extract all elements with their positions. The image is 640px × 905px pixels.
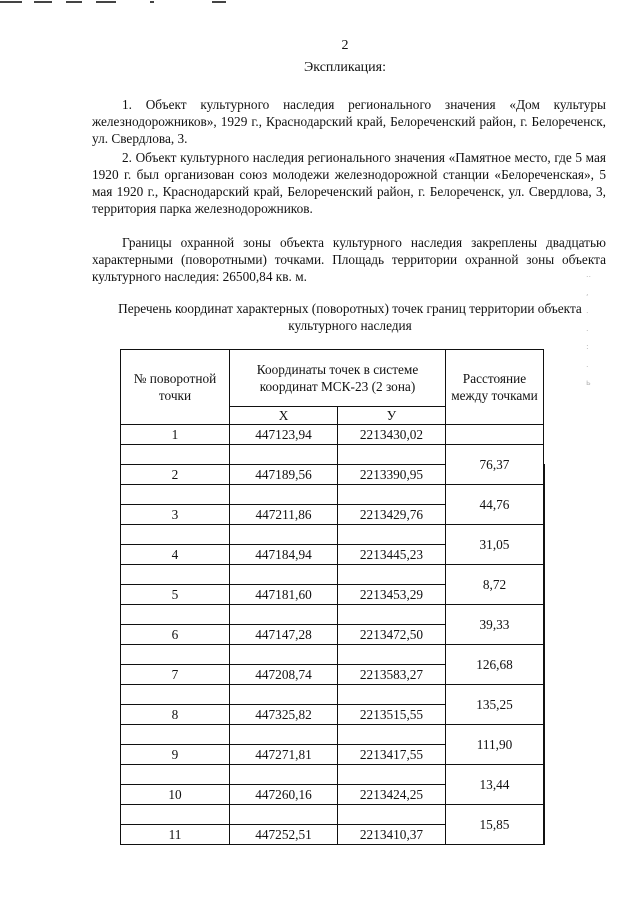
point-y: 2213430,02	[338, 425, 446, 445]
distance-blank	[544, 745, 545, 785]
point-x: 447189,56	[230, 465, 338, 485]
point-x-blank	[230, 685, 338, 705]
distance-blank	[544, 785, 545, 825]
distance-value: 13,44	[446, 765, 544, 805]
point-x-blank	[230, 525, 338, 545]
point-y: 2213390,95	[338, 465, 446, 485]
point-x: 447208,74	[230, 665, 338, 685]
distance-row	[121, 485, 545, 505]
point-x: 447181,60	[230, 585, 338, 605]
distance-blank	[544, 465, 545, 505]
point-number-blank	[121, 685, 230, 705]
point-y-blank	[338, 525, 446, 545]
scan-edge-marks	[0, 0, 640, 6]
point-x: 447271,81	[230, 745, 338, 765]
point-y: 2213453,29	[338, 585, 446, 605]
distance-value: 126,68	[446, 645, 544, 685]
point-number: 3	[121, 505, 230, 525]
distance-blank	[544, 625, 545, 665]
coordinates-table-body	[121, 425, 545, 845]
point-y: 2213424,25	[338, 785, 446, 805]
point-number: 8	[121, 705, 230, 725]
distance-value: 76,37	[446, 445, 544, 485]
col-header-distance: Расстояние между точками	[446, 350, 544, 425]
point-y-blank	[338, 725, 446, 745]
point-number-blank	[121, 565, 230, 585]
point-x-blank	[230, 645, 338, 665]
point-y: 2213472,50	[338, 625, 446, 645]
distance-row	[121, 725, 545, 745]
explication-heading: Экспликация:	[304, 60, 386, 75]
coordinates-table	[120, 349, 545, 845]
distance-blank	[544, 505, 545, 545]
point-y: 2213417,55	[338, 745, 446, 765]
point-x-blank	[230, 485, 338, 505]
point-y: 2213445,23	[338, 545, 446, 565]
point-x-blank	[230, 725, 338, 745]
point-y-blank	[338, 605, 446, 625]
point-number-blank	[121, 765, 230, 785]
distance-row	[121, 445, 545, 465]
point-number-blank	[121, 645, 230, 665]
point-y-blank	[338, 805, 446, 825]
point-y-blank	[338, 685, 446, 705]
point-x: 447147,28	[230, 625, 338, 645]
point-x-blank	[230, 765, 338, 785]
point-number-blank	[121, 725, 230, 745]
distance-blank	[544, 545, 545, 585]
distance-value: 111,90	[446, 725, 544, 765]
point-number-blank	[121, 445, 230, 465]
distance-row	[121, 645, 545, 665]
distance-blank	[544, 825, 545, 845]
point-y: 2213429,76	[338, 505, 446, 525]
col-header-x: X	[230, 407, 338, 425]
distance-row	[121, 525, 545, 545]
point-number-blank	[121, 605, 230, 625]
point-y: 2213583,27	[338, 665, 446, 685]
col-header-y: У	[338, 407, 446, 425]
point-number: 6	[121, 625, 230, 645]
point-number: 10	[121, 785, 230, 805]
distance-blank	[544, 665, 545, 705]
distance-row	[121, 565, 545, 585]
point-number-blank	[121, 485, 230, 505]
point-number: 11	[121, 825, 230, 845]
point-y-blank	[338, 485, 446, 505]
point-number: 2	[121, 465, 230, 485]
point-x: 447252,51	[230, 825, 338, 845]
point-x-blank	[230, 605, 338, 625]
distance-blank	[544, 705, 545, 745]
distance-value: 8,72	[446, 565, 544, 605]
point-number-blank	[121, 525, 230, 545]
point-x-blank	[230, 445, 338, 465]
explication-item-2: 2. Объект культурного наследия регионального значения «Памятное место, где 5 мая 1920 г. был организован союз молодежи железнодорожной станции «Белореченская», 5 мая 1920 г., Краснодарский край, Белореченский район, г. Белореченск, ул. Свердлова, 3, территория парка железнодорожников.	[92, 150, 606, 216]
point-row	[121, 425, 545, 445]
point-x: 447211,86	[230, 505, 338, 525]
distance-row	[121, 765, 545, 785]
point-x-blank	[230, 565, 338, 585]
point-y-blank	[338, 765, 446, 785]
point-number: 4	[121, 545, 230, 565]
point-number-blank	[121, 805, 230, 825]
point-y: 2213515,55	[338, 705, 446, 725]
point-x-blank	[230, 805, 338, 825]
point-number: 5	[121, 585, 230, 605]
point-x: 447325,82	[230, 705, 338, 725]
point-y-blank	[338, 645, 446, 665]
distance-value: 39,33	[446, 605, 544, 645]
distance-value: 44,76	[446, 485, 544, 525]
col-header-point: № поворотной точки	[121, 350, 230, 425]
point-x: 447260,16	[230, 785, 338, 805]
col-header-coords: Координаты точек в системе координат МСК-23 (2 зона)	[230, 350, 446, 407]
point-number: 7	[121, 665, 230, 685]
point-y-blank	[338, 565, 446, 585]
point-x: 447184,94	[230, 545, 338, 565]
page-number: 2	[341, 38, 349, 53]
point-number: 1	[121, 425, 230, 445]
table-title: Перечень координат характерных (поворотных) точек границ территории объекта культурного наследия	[118, 301, 582, 333]
point-x: 447123,94	[230, 425, 338, 445]
distance-blank	[446, 425, 544, 445]
distance-value: 135,25	[446, 685, 544, 725]
point-y-blank	[338, 445, 446, 465]
distance-row	[121, 605, 545, 625]
distance-value: 15,85	[446, 805, 544, 845]
distance-row	[121, 805, 545, 825]
point-number: 9	[121, 745, 230, 765]
distance-value: 31,05	[446, 525, 544, 565]
explication-item-1: 1. Объект культурного наследия регионального значения «Дом культуры железнодорожников», 1929 г., Краснодарский край, Белореченский район, г. Белореченск, ул. Свердлова, 3.	[92, 97, 606, 146]
boundary-description: Границы охранной зоны объекта культурного наследия закреплены двадцатью характерными (поворотными) точками. Площадь территории охранной зоны объекта культурного наследия: 26500,84 кв. м.	[92, 235, 606, 284]
margin-scan-artifact: .. , . . : . ь	[586, 270, 592, 387]
point-y: 2213410,37	[338, 825, 446, 845]
distance-blank	[544, 585, 545, 625]
distance-row	[121, 685, 545, 705]
